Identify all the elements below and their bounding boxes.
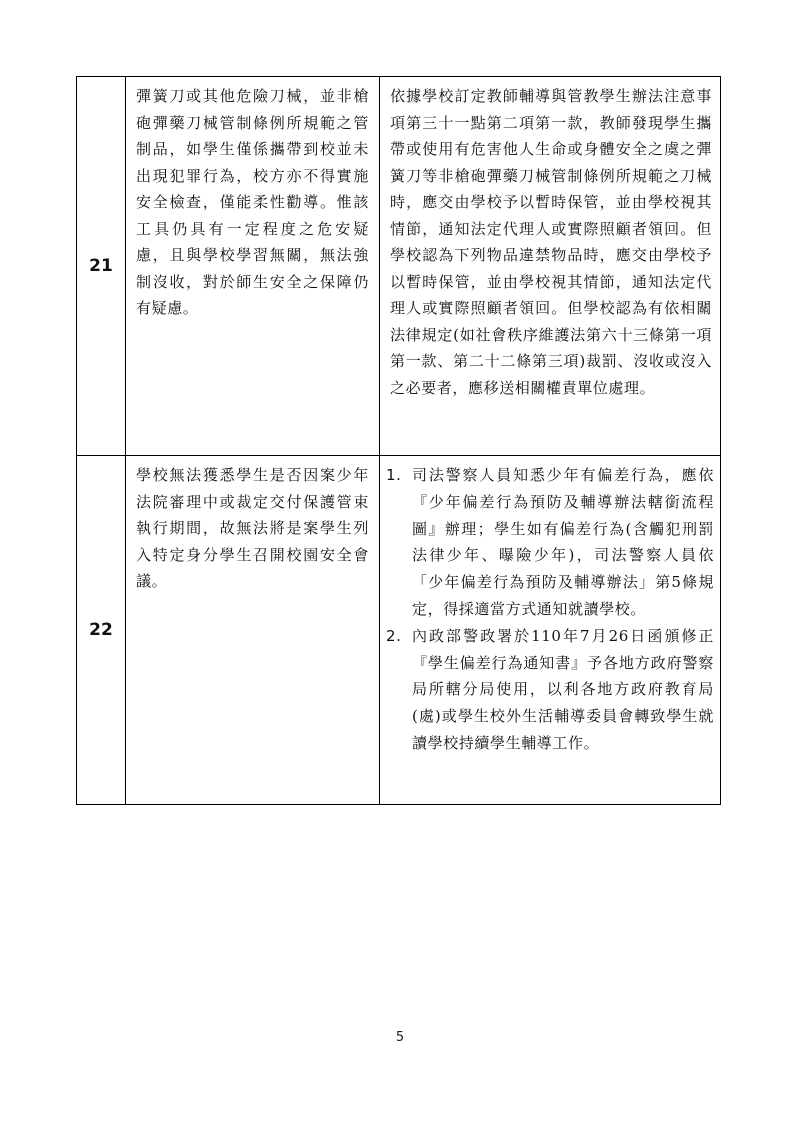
reply-text: 依據學校訂定教師輔導與管教學生辦法注意事項第三十一點第二項第一款，教師發現學生攜帶或使用有危害他人生命或身體安全之虞之彈簧刀等非槍砲彈藥刀械管制條例所規範之刀械時，應交由學校予以暫時保管，並由學校視其情節，通知法定代理人或實際照顧者領回。但學校認為下列物品違禁物品時，應交由學校予以暫時保管，並由學校視其情節，通知法定代理人或實際照顧者領回。但學校認為有依相關法律規定(如社會秩序維護法第六十三條第一項第一款、第二十二條第三項)裁罰、沒收或沒入之必要者，應移送相關權責單位處理。 (390, 87, 712, 397)
table-row (77, 456, 721, 805)
list-item-text: 司法警察人員知悉少年有偏差行為，應依『少年偏差行為預防及輔導辦法轄銜流程圖』辦理；學生如有偏差行為(含觸犯刑罰法律少年、曝險少年)，司法警察人員依「少年偏差行為預防及輔導辦法」第5條規定，得採適當方式通知就讀學校。 (412, 466, 714, 618)
list-item-text: 內政部警政署於110年7月26日函頒修正『學生偏差行為通知書』予各地方政府警察局所轄分局使用，以利各地方政府教育局(處)或學生校外生活輔導委員會轉致學生就讀學校持續學生輔導工作。 (412, 626, 714, 752)
table-row (77, 77, 721, 456)
issue-text: 彈簧刀或其他危險刀械，並非槍砲彈藥刀械管制條例所規範之管制品，如學生僅係攜帶到校並未出現犯罪行為，校方亦不得實施安全檢查，僅能柔性勸導。惟該工具仍具有一定程度之危安疑慮，且與學校學習無關，無法強制沒收，對於師生安全之保障仍有疑慮。 (136, 87, 369, 317)
reply-cell (380, 456, 721, 805)
row-number: 22 (77, 456, 126, 805)
page-number: 5 (395, 1030, 405, 1045)
reply-list (380, 456, 720, 757)
qa-table (76, 76, 721, 805)
list-marker: 1. (386, 466, 402, 484)
issue-text: 學校無法獲悉學生是否因案少年法院審理中或裁定交付保護管束執行期間，故無法將是案學生列入特定身分學生召開校園安全會議。 (136, 466, 369, 590)
list-marker: 2. (386, 626, 402, 645)
list-item (386, 623, 714, 757)
issue-cell (126, 456, 380, 805)
list-item (386, 462, 714, 623)
reply-cell (380, 77, 721, 456)
row-number: 21 (77, 77, 126, 456)
issue-cell (126, 77, 380, 456)
